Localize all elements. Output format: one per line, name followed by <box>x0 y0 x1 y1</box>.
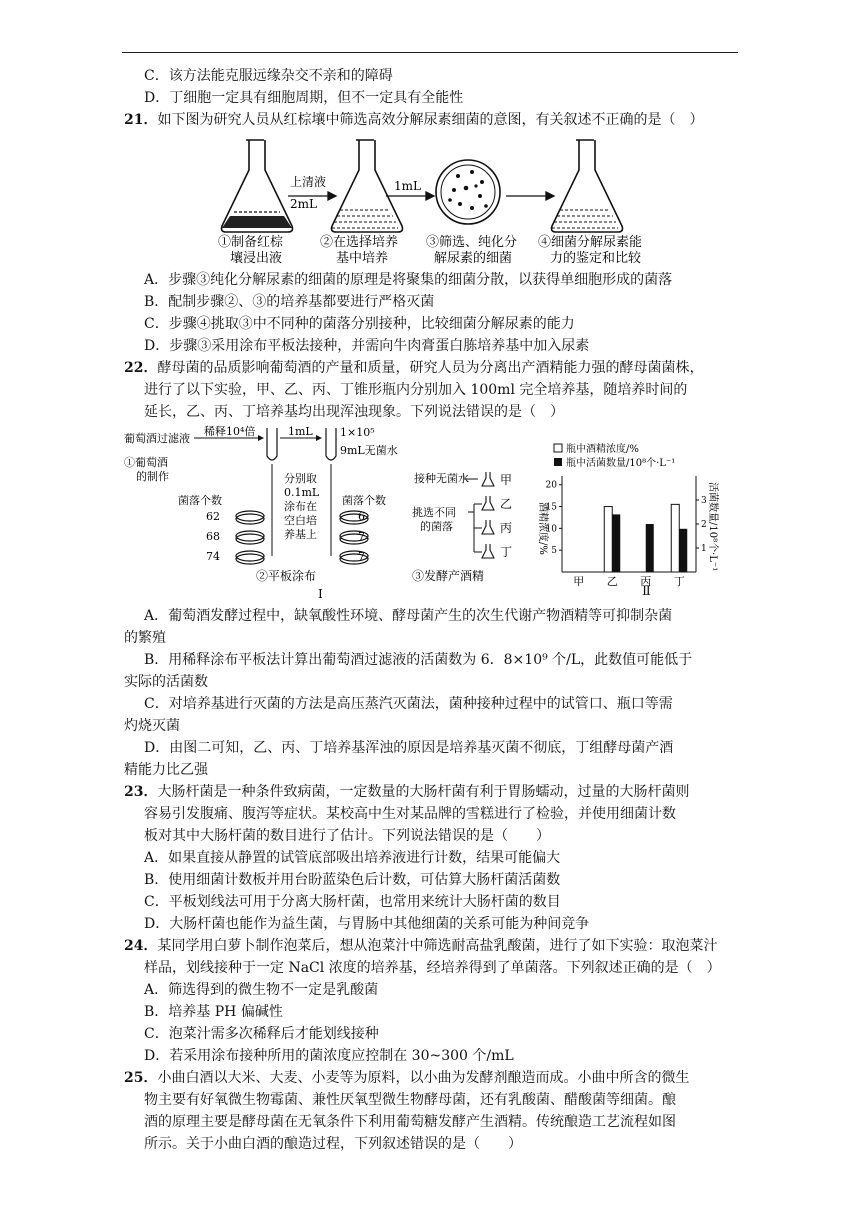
step1-label-a: ①制备红棕 <box>218 235 284 250</box>
q23-option-a: A．如果直接从静置的试管底部吸出培养液进行计数，结果可能偏大 <box>144 850 561 866</box>
x-category-label: 甲 <box>573 575 585 588</box>
small-flasks <box>482 472 494 558</box>
q22-option-d-2: 精能力比乙强 <box>124 762 208 778</box>
x-category-label: 乙 <box>606 575 618 588</box>
step1-label-b: 壤浸出液 <box>230 251 283 265</box>
q22-number: 22． <box>124 360 158 376</box>
test-tube-1 <box>267 428 277 460</box>
q22-option-c-2: 灼烧灭菌 <box>124 718 180 734</box>
q25-number: 25． <box>124 1070 158 1086</box>
q22-stem-2: 进行了以下实验，甲、乙、丙、丁锥形瓶内分别加入 100ml 完全培养基，随培养时间的 <box>144 382 688 398</box>
take-label-5: 养基上 <box>284 528 317 541</box>
q23-stem-3: 板对其中大肠杆菌的数目进行了估计。下列说法错误的是（ ） <box>144 828 550 844</box>
q22-stem-1 <box>124 358 703 378</box>
step1-wine-a: ①葡萄酒 <box>124 456 168 469</box>
colony-dots <box>448 170 488 210</box>
roman-1: Ⅰ <box>318 587 323 600</box>
q24-option-d: D．若采用涂布接种所用的菌浓度应控制在 30~300 个/mL <box>144 1048 514 1064</box>
step4-label-a: ④细菌分解尿素能 <box>538 235 643 250</box>
q25-stem-text-1: 小曲白酒以大米、大麦、小麦等为原料，以小曲为发酵剂酿造而成。小曲中所含的微生 <box>157 1070 690 1086</box>
soil-layer <box>222 216 292 228</box>
step1-wine-b: 的制作 <box>136 470 169 483</box>
take-label-1: 分别取 <box>284 472 317 485</box>
test-tube-2 <box>326 428 336 460</box>
sterile-water-label: 9mL无菌水 <box>340 444 398 457</box>
right-count-3: 7 <box>358 550 365 563</box>
step3-label-a: ③筛选、纯化分 <box>426 235 518 250</box>
left-count-1: 62 <box>206 510 220 523</box>
step3-label-b: 解尿素的细菌 <box>434 251 513 265</box>
one-ml-label: 1mL <box>288 425 313 438</box>
q24-number: 24． <box>124 938 158 954</box>
bar-viable <box>679 529 687 572</box>
q23-stem-2: 容易引发腹痛、腹泻等症状。某校高中生对某品牌的雪糕进行了检验，并使用细菌计数 <box>144 806 676 822</box>
arrow2-label: 1mL <box>394 179 421 193</box>
inoculate-water-label: 接种无菌水 <box>414 472 469 485</box>
step2-label-a: ②在选择培养 <box>320 235 399 250</box>
pick-label-2: 的菌落 <box>420 520 453 533</box>
pick-label-1: 挑选不同 <box>412 506 456 519</box>
left-count-2: 68 <box>206 530 220 543</box>
take-label-4: 空白培 <box>284 514 317 527</box>
q23-number: 23． <box>124 784 158 800</box>
arrow1-bottom-label: 2mL <box>290 197 317 211</box>
header-rule <box>122 52 738 53</box>
q22-option-d-1: D．由图二可知，乙、丙、丁培养基浑浊的原因是培养基灭菌不彻底，丁组酵母菌产酒 <box>144 740 674 756</box>
y-axis-right-label: 活菌数量/10⁸个·L⁻¹ <box>707 482 718 572</box>
take-label-2: 0.1mL <box>284 486 320 499</box>
q21-number: 21． <box>124 112 158 128</box>
q22-option-a-2: 的繁殖 <box>124 630 166 646</box>
q21-figure <box>210 130 660 265</box>
left-tick-label: 20 <box>545 480 557 491</box>
q21-option-c: C．步骤④挑取③中不同种的菌落分别接种，比较细菌分解尿素的能力 <box>144 316 575 332</box>
q24-stem-1 <box>124 936 717 956</box>
q25-stem-2: 物主要有好氧微生物霉菌、兼性厌氧型微生物酵母菌，还有乳酸菌、醋酸菌等细菌。酿 <box>144 1092 676 1108</box>
q24-option-b: B．培养基 PH 偏碱性 <box>144 1004 283 1020</box>
colony-count-right-label: 菌落个数 <box>342 494 386 507</box>
right-tick-label: 1 <box>701 544 707 554</box>
colony-count-left-label: 菌落个数 <box>178 494 222 507</box>
step2-plate-label: ②平板涂布 <box>256 569 317 583</box>
q21-option-a: A．步骤③纯化分解尿素的细菌的原理是将聚集的细菌分散，以获得单细胞形成的菌落 <box>144 272 673 288</box>
q21-stem-text: 如下图为研究人员从红棕壤中筛选高效分解尿素细菌的意图，有关叙述不正确的是（ ） <box>157 112 704 128</box>
q21-stem <box>124 110 703 130</box>
step2-label-b: 基中培养 <box>336 251 389 265</box>
flask-4 <box>552 140 623 232</box>
q24-option-c: C．泡菜汁需多次稀释后才能划线接种 <box>144 1026 379 1042</box>
arrow1-top-label: 上清液 <box>290 175 327 189</box>
q23-option-c: C．平板划线法可用于分离大肠杆菌，也常用来统计大肠杆菌的数目 <box>144 894 561 910</box>
q24-option-a: A．筛选得到的微生物不一定是乳酸菌 <box>144 982 379 998</box>
flask-label-bing: 丙 <box>500 521 513 535</box>
step3-ferment-label: ③发酵产酒精 <box>412 569 485 583</box>
right-count-1: 6 <box>358 510 365 523</box>
bar-viable <box>612 514 620 572</box>
flask-label-ding: 丁 <box>500 545 513 559</box>
petri-dish <box>436 160 500 224</box>
q22-option-c-1: C．对培养基进行灭菌的方法是高压蒸汽灭菌法，菌种接种过程中的试管口、瓶口等需 <box>144 696 673 712</box>
step4-label-b: 力的鉴定和比较 <box>550 251 642 265</box>
q23-stem-text-1: 大肠杆菌是一种条件致病菌，一定数量的大肠杆菌有利于胃肠蠕动，过量的大肠杆菌则 <box>157 784 690 800</box>
flask-2 <box>332 140 403 232</box>
dilute-label: 稀释10⁴倍 <box>204 425 256 438</box>
bar-alcohol <box>604 507 612 572</box>
plates-left <box>236 511 264 564</box>
x10-5-label: 1×10⁵ <box>340 426 375 439</box>
q21-option-b: B．配制步骤②、③的培养基都要进行严格灭菌 <box>144 294 435 310</box>
x-category-label: 丁 <box>673 575 685 588</box>
q24-stem-text-1: 某同学用白萝卜制作泡菜后，想从泡菜汁中筛选耐高盐乳酸菌，进行了如下实验：取泡菜汁 <box>157 938 718 954</box>
flask-label-jia: 甲 <box>500 473 513 487</box>
right-tick-label: 3 <box>701 496 707 506</box>
q25-stem-4: 所示。关于小曲白酒的酿造过程，下列叙述错误的是（ ） <box>144 1136 522 1152</box>
q25-stem-1 <box>124 1068 689 1088</box>
q22-option-b-1: B．用稀释涂布平板法计算出葡萄酒过滤液的活菌数为 6．8×10⁹ 个/L，此数值可能低于 <box>144 652 693 668</box>
take-label-3: 涂布在 <box>284 500 317 513</box>
legend-alcohol: 瓶中酒精浓度/% <box>566 444 639 455</box>
q22-figure-1 <box>122 424 530 600</box>
bar-viable <box>646 524 654 572</box>
y-axis-left-label: 酒精浓度/% <box>537 502 548 555</box>
left-tick-label: 5 <box>551 546 557 557</box>
q23-option-d: D．大肠杆菌也能作为益生菌，与胃肠中其他细菌的关系可能为种间竞争 <box>144 916 590 932</box>
q24-stem-2: 样品，划线接种于一定 NaCl 浓度的培养基，经培养得到了单菌落。下列叙述正确的是（ ） <box>144 960 721 976</box>
left-tick-label: 10 <box>545 524 557 535</box>
q20-option-c: C．该方法能克服远缘杂交不亲和的障碍 <box>144 68 393 84</box>
q25-stem-3: 酒的原理主要是酵母菌在无氧条件下利用葡萄糖发酵产生酒精。传统酿造工艺流程如图 <box>144 1114 676 1130</box>
legend-swatch-viable <box>554 458 562 466</box>
bar-alcohol <box>671 504 679 572</box>
left-count-3: 74 <box>206 550 220 563</box>
q23-option-b: B．使用细菌计数板并用台盼蓝染色后计数，可估算大肠杆菌活菌数 <box>144 872 561 888</box>
q22-stem-text-1: 酵母菌的品质影响葡萄酒的产量和质量，研究人员为分离出产酒精能力强的酵母菌菌株， <box>157 360 704 376</box>
legend-viable: 瓶中活菌数量/10⁸个·L⁻¹ <box>566 458 676 469</box>
q22-option-a-1: A．葡萄酒发酵过程中，缺氧酸性环境、酵母菌产生的次生代谢产物酒精等可抑制杂菌 <box>144 608 673 624</box>
q23-stem-1 <box>124 782 689 802</box>
q22-stem-3: 延长，乙、丙、丁培养基均出现浑浊现象。下列说法错误的是（ ） <box>144 404 564 420</box>
q20-option-d: D．丁细胞一定具有细胞周期，但不一定具有全能性 <box>144 90 464 106</box>
roman-2: Ⅱ <box>642 584 651 599</box>
flask-label-yi: 乙 <box>500 497 513 511</box>
legend-swatch-alcohol <box>554 444 562 452</box>
right-count-2: 7 <box>358 530 365 543</box>
right-tick-label: 2 <box>701 520 707 530</box>
q21-option-d: D．步骤③采用涂布平板法接种，并需向牛肉膏蛋白胨培养基中加入尿素 <box>144 338 590 354</box>
q22-chart <box>532 440 722 602</box>
q22-option-b-2: 实际的活菌数 <box>124 674 208 690</box>
wine-filtrate-label: 葡萄酒过滤液 <box>124 432 190 445</box>
x-category-label: 丙 <box>640 575 652 588</box>
left-tick-label: 15 <box>545 502 557 513</box>
